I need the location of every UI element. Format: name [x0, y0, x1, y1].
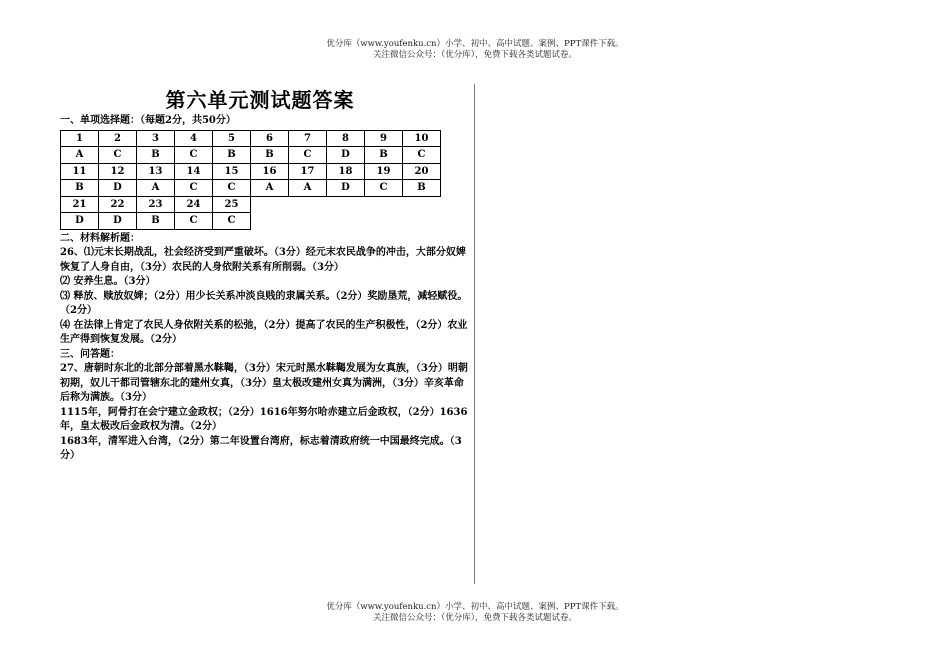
answer-row [61, 147, 441, 164]
answer-cell: D [327, 180, 365, 197]
answer-cell: B [137, 213, 175, 230]
question-number-cell: 25 [213, 196, 251, 213]
question-number-row [61, 130, 441, 147]
page-footer [0, 602, 950, 624]
question-number-cell: 17 [289, 163, 327, 180]
empty-cell [251, 196, 289, 213]
question-number-cell: 21 [61, 196, 99, 213]
footer-line-1: 优分库（www.youfenku.cn）小学、初中、高中试题、案例、PPT课件下载。 [326, 602, 624, 612]
question-number-cell: 16 [251, 163, 289, 180]
answer-cell: B [213, 147, 251, 164]
question-number-cell: 4 [175, 130, 213, 147]
answer-cell: C [365, 180, 403, 197]
answer-cell: D [99, 213, 137, 230]
answer-cell: B [403, 180, 441, 197]
empty-cell [289, 196, 327, 213]
question-number-cell: 11 [61, 163, 99, 180]
answer-table [60, 130, 441, 230]
answer-26-part-3: ⑶ 释放、赎放奴婢；（2分）用少长关系冲淡良贱的隶属关系。（2分）奖励垦荒，减轻赋役。（2分） [60, 290, 468, 316]
answer-cell: A [137, 180, 175, 197]
question-number-cell: 19 [365, 163, 403, 180]
answer-cell: A [251, 180, 289, 197]
question-number-cell: 18 [327, 163, 365, 180]
answer-27-paragraph-2: 1115年，阿骨打在会宁建立金政权；（2分）1616年努尔哈赤建立后金政权，（2分）1636年，皇太极改后金政权为清。（2分） [60, 406, 468, 432]
page-header [0, 39, 950, 61]
answer-cell: B [61, 180, 99, 197]
section-3-heading: 三、问答题： [60, 348, 120, 360]
question-number-cell: 22 [99, 196, 137, 213]
answer-cell: A [289, 180, 327, 197]
answer-cell: A [61, 147, 99, 164]
empty-cell [251, 213, 289, 230]
question-number-cell: 2 [99, 130, 137, 147]
answer-cell: C [99, 147, 137, 164]
answer-cell: C [175, 180, 213, 197]
empty-cell [289, 213, 327, 230]
empty-cell [403, 213, 441, 230]
empty-cell [403, 196, 441, 213]
question-number-cell: 12 [99, 163, 137, 180]
question-number-cell: 13 [137, 163, 175, 180]
question-number-cell: 5 [213, 130, 251, 147]
question-number-cell: 24 [175, 196, 213, 213]
question-number-cell: 20 [403, 163, 441, 180]
answer-27-paragraph-3: 1683年，清军进入台湾，（2分）第二年设置台湾府，标志着清政府统一中国最终完成。（3分） [60, 435, 462, 461]
empty-cell [365, 213, 403, 230]
answer-row [61, 180, 441, 197]
column-divider [474, 84, 475, 584]
header-line-1: 优分库（www.youfenku.cn）小学、初中、高中试题、案例、PPT课件下载。 [326, 39, 624, 49]
question-number-cell: 10 [403, 130, 441, 147]
answer-cell: C [289, 147, 327, 164]
empty-cell [327, 213, 365, 230]
answer-cell: C [175, 213, 213, 230]
question-number-cell: 23 [137, 196, 175, 213]
answer-cell: B [251, 147, 289, 164]
section-2-heading: 二、材料解析题： [60, 232, 140, 244]
answer-cell: D [99, 180, 137, 197]
header-line-2: 关注微信公众号：（优分库），免费下载各类试题试卷。 [372, 50, 577, 60]
answer-row [61, 213, 441, 230]
section-1-heading: 一、单项选择题：（每题2分，共50分） [60, 115, 236, 126]
answer-26-part-2: ⑵ 安养生息。（3分） [60, 276, 156, 287]
empty-cell [365, 196, 403, 213]
answer-cell: C [213, 213, 251, 230]
answer-26-part-1: 26、⑴元末长期战乱，社会经济受到严重破坏。（3分）经元末农民战争的冲击，大部分奴婢恢复了人身自由，（3分）农民的人身依附关系有所削弱。（3分） [60, 247, 466, 273]
answer-content [60, 114, 470, 464]
question-number-cell: 3 [137, 130, 175, 147]
question-number-cell: 15 [213, 163, 251, 180]
answer-cell: C [403, 147, 441, 164]
question-number-cell: 9 [365, 130, 403, 147]
question-number-cell: 6 [251, 130, 289, 147]
question-number-cell: 7 [289, 130, 327, 147]
question-number-cell: 8 [327, 130, 365, 147]
footer-line-2: 关注微信公众号：（优分库），免费下载各类试题试卷。 [372, 613, 577, 623]
answer-cell: B [137, 147, 175, 164]
empty-cell [327, 196, 365, 213]
answer-cell: B [365, 147, 403, 164]
answer-26-part-4: ⑷ 在法律上肯定了农民人身依附关系的松弛，（2分）提高了农民的生产积极性，（2分）农业生产得到恢复发展。（2分） [60, 319, 468, 345]
answer-27-paragraph-1: 27、唐朝时东北的北部分部着黑水靺鞨，（3分）宋元时黑水靺鞨发展为女真族，（3分）明朝初期，奴儿干都司管辖东北的建州女真，（3分）皇太极改建州女真为满洲，（3分）辛亥革命后称为满族。（3分） [60, 363, 468, 403]
answer-cell: C [213, 180, 251, 197]
question-number-row [61, 163, 441, 180]
answer-cell: D [61, 213, 99, 230]
answer-cell: C [175, 147, 213, 164]
question-number-cell: 14 [175, 163, 213, 180]
question-number-cell: 1 [61, 130, 99, 147]
answer-cell: D [327, 147, 365, 164]
page-title: 第六单元测试题答案 [165, 88, 355, 112]
question-number-row [61, 196, 441, 213]
